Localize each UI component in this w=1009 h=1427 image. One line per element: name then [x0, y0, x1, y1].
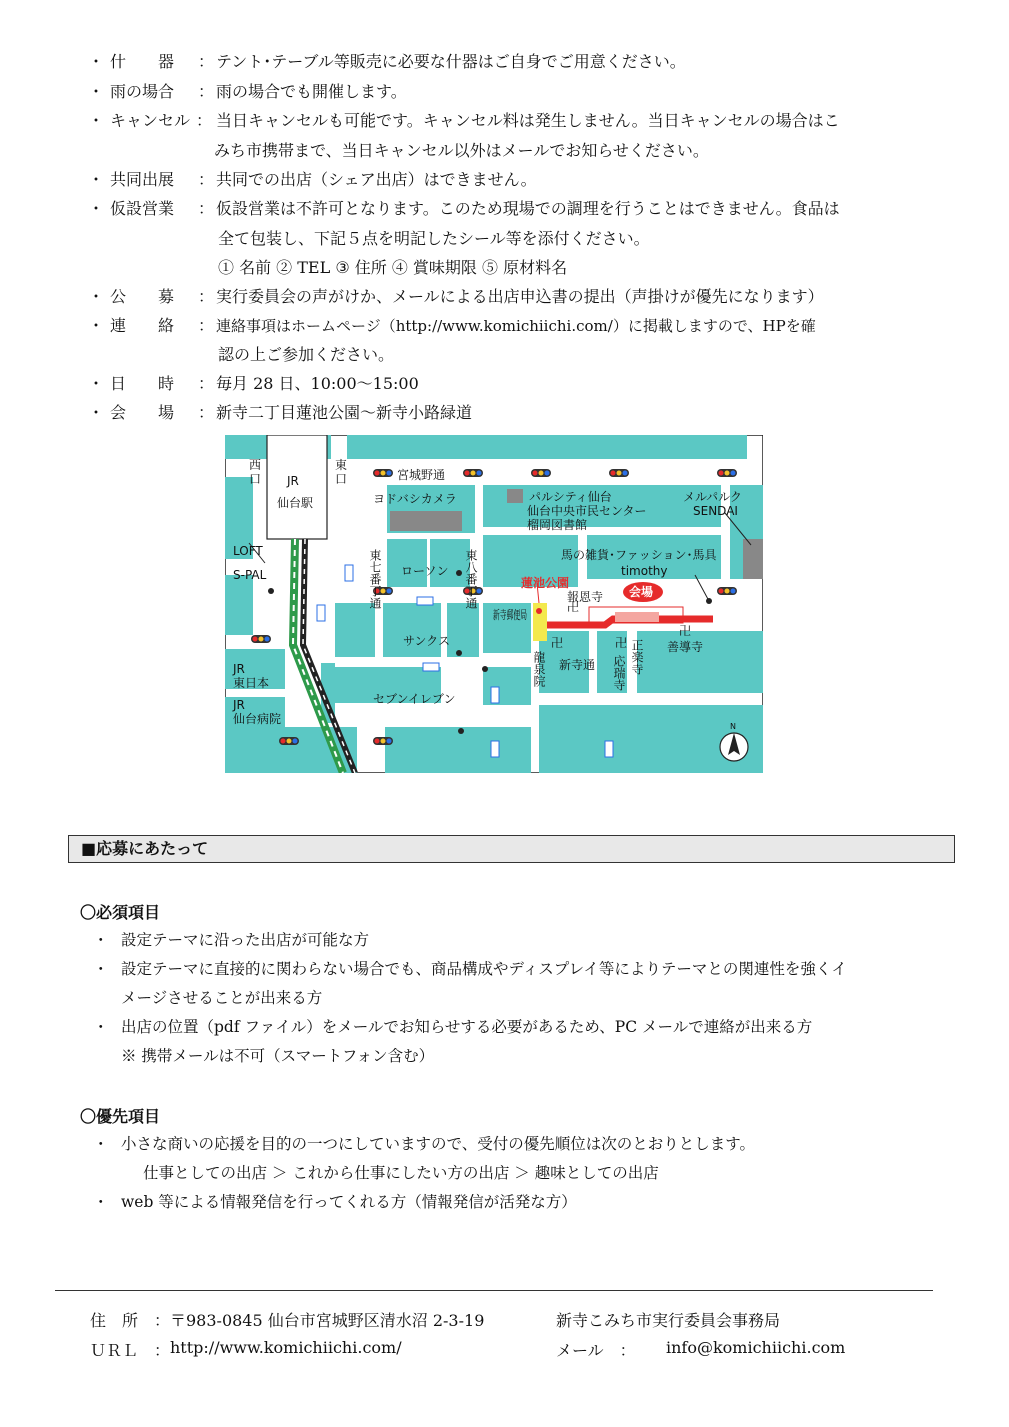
footer-mail-link[interactable]: info@komichiichi.com — [666, 1338, 846, 1357]
map-label-ryusenin: 龍泉院 — [532, 651, 546, 687]
footer-address: 〒983-0845 仙台市宮城野区清水沼 2-3-19 — [170, 1311, 485, 1330]
item-text: web 等による情報発信を行ってくれる方（情報発信が活発な方） — [121, 1193, 577, 1211]
map-label-miyagino: 宮城野通 — [397, 468, 446, 482]
map-label-nishiguchi-2: 口 — [249, 472, 262, 486]
map-label-loft: LOFT — [233, 544, 263, 558]
bullet: ・ — [88, 52, 105, 71]
map-label-horse: 馬の雑貨･ファッション･馬具 — [561, 548, 717, 562]
bullet: ・ — [93, 960, 109, 978]
colon: ： — [198, 374, 215, 393]
rule-label: 日 時 — [110, 374, 175, 393]
map-label-sendai-station: 仙台駅 — [277, 496, 314, 510]
map-label-houonji: 報恩寺 — [567, 590, 604, 604]
map-label-higashiguchi-2: 口 — [335, 472, 348, 486]
map-label-venue: 会場 — [629, 585, 654, 599]
colon: ： — [198, 316, 215, 335]
rule-value: 新寺二丁目蓮池公園～新寺小路緑道 — [216, 403, 473, 422]
yodobashi-building — [390, 511, 462, 531]
footer-mail-label: メール ： — [556, 1341, 636, 1360]
map-label-lawson: ローソン — [401, 564, 449, 578]
bullet: ・ — [88, 111, 105, 130]
map-label-seven-eleven: セブンイレブン — [373, 692, 456, 706]
svg-text:卍: 卍 — [615, 636, 628, 650]
colon: ： — [198, 52, 215, 71]
item-note: ※ 携帯メールは不可（スマートフォン含む） — [121, 1047, 435, 1065]
map-label-jr-hospital-1: JR — [233, 698, 245, 712]
rule-cancel-cont: みち市携帯まで、当日キャンセル以外はメールでお知らせください。 — [214, 141, 709, 160]
map-label-shindera-post: 新寺郵便局 — [493, 608, 554, 622]
map-label-yodobashi: ヨドバシカメラ — [373, 492, 457, 506]
rule-label: 連 絡 — [110, 316, 175, 335]
item-text-cont: メージさせることが出来る方 — [121, 989, 323, 1007]
bullet: ・ — [88, 374, 105, 393]
map-label-shindera-street: 新寺通 — [559, 658, 596, 672]
bullet: ・ — [88, 316, 105, 335]
rule-value: テント･テーブル等販売に必要な什器はご自身でご用意ください。 — [216, 52, 686, 71]
map-label-zendoji: 善導寺 — [667, 640, 704, 654]
bullet: ・ — [88, 287, 105, 306]
map-label-ozuiji: 応瑞寺 — [612, 655, 626, 691]
footer-url-label: ＵＲＬ ： — [90, 1341, 171, 1360]
item-text: 小さな商いの応援を目的の一つにしていますので、受付の優先順位は次のとおりとします。 — [121, 1135, 755, 1153]
map-label-sendai: SENDAI — [693, 504, 738, 518]
venue-map — [225, 435, 763, 773]
rule-label: キャンセル — [110, 111, 191, 130]
priority-title: 〇優先項目 — [80, 1107, 161, 1126]
colon: ： — [198, 287, 215, 306]
rule-temporary-items: ① 名前 ② TEL ③ 住所 ④ 賞味期限 ⑤ 原材料名 — [218, 258, 568, 277]
colon: ： — [198, 199, 215, 218]
map-label-higashi8: 東八番丁通 — [464, 549, 478, 609]
rule-value: 当日キャンセルも可能です。キャンセル料は発生しません。当日キャンセルの場合はこ — [216, 111, 840, 130]
footer-divider — [55, 1290, 933, 1291]
rule-value: 仮設営業は不許可となります。このため現場での調理を行うことはできません。食品は — [216, 199, 840, 218]
map-label-jr: JR — [287, 474, 299, 488]
map-label-jr-hospital-2: 仙台病院 — [233, 712, 282, 726]
item-text: 出店の位置（pdf ファイル）をメールでお知らせする必要があるため、PC メールで連絡が出来る方 — [121, 1018, 813, 1036]
map-label-library: 榴岡図書館 — [527, 518, 588, 532]
required-title: 〇必須項目 — [80, 903, 161, 922]
item-text: 設定テーマに沿った出店が可能な方 — [121, 931, 370, 949]
melparque-building — [743, 539, 763, 579]
bullet: ・ — [88, 170, 105, 189]
svg-text:卍: 卍 — [551, 636, 564, 650]
footer-url-link[interactable]: http://www.komichiichi.com/ — [170, 1338, 402, 1357]
bullet: ・ — [93, 1135, 109, 1153]
item-text: 設定テーマに直接的に関わらない場合でも、商品構成やディスプレイ等によりテーマとの関連性を強くイ — [121, 960, 847, 978]
north-arrow-icon — [720, 733, 748, 761]
map-label-timothy: timothy — [621, 564, 668, 578]
parco-building — [507, 489, 523, 503]
rule-value: 共同での出店（シェア出店）はできません。 — [216, 170, 537, 189]
rule-value: 連絡事項はホームページ（http://www.komichiichi.com/）に掲載しますので、HPを確 — [216, 317, 816, 335]
bullet: ・ — [88, 199, 105, 218]
rule-value: 雨の場合でも開催します。 — [216, 82, 407, 101]
bullet: ・ — [88, 403, 105, 422]
map-label-spal: S-PAL — [233, 568, 267, 582]
map-label-north: N — [730, 722, 736, 731]
map-label-jr-east-1: JR — [233, 662, 245, 676]
map-label-higashiguchi-1: 東 — [335, 458, 348, 472]
section-header: ■応募にあたって — [68, 835, 955, 863]
rule-value: 毎月 28 日、10:00～15:00 — [216, 374, 419, 393]
rule-contact-cont: 認の上ご参加ください。 — [218, 345, 395, 364]
rule-label: 雨の場合 — [110, 82, 175, 101]
colon: ： — [198, 170, 215, 189]
map-label-higashi7: 東七番丁通 — [368, 549, 382, 609]
bullet: ・ — [88, 82, 105, 101]
rule-label: 什 器 — [110, 52, 175, 71]
priority-order — [143, 1163, 659, 1183]
map-label-jr-east-2: 東日本 — [233, 676, 270, 690]
rule-label: 会 場 — [110, 403, 175, 422]
rule-label: 公 募 — [110, 287, 175, 306]
colon: ： — [198, 403, 215, 422]
colon: ： — [196, 111, 213, 130]
map-label-nishiguchi-1: 西 — [249, 458, 262, 472]
footer-address-label: 住 所 ： — [90, 1311, 171, 1330]
svg-text:卍: 卍 — [679, 624, 692, 638]
map-label-parco: パルシティ仙台 — [529, 490, 612, 504]
rule-value: 実行委員会の声がけか、メールによる出店申込書の提出（声掛けが優先になります） — [216, 287, 824, 306]
map-label-sunkus: サンクス — [403, 634, 451, 648]
svg-text:卍: 卍 — [567, 600, 580, 614]
map-label-melparque: メルパルク — [683, 490, 742, 504]
colon: ： — [198, 82, 215, 101]
rule-label: 仮設営業 — [110, 199, 175, 218]
map-label-hasuike: 蓮池公園 — [521, 576, 570, 590]
footer-organization: 新寺こみち市実行委員会事務局 — [556, 1311, 781, 1330]
map-label-shorakuji: 正楽寺 — [630, 639, 644, 675]
bullet: ・ — [93, 1193, 109, 1211]
rule-temporary-cont: 全て包装し、下記５点を明記したシール等を添付ください。 — [218, 229, 650, 248]
rule-label: 共同出展 — [110, 170, 175, 189]
bullet: ・ — [93, 931, 109, 949]
bullet: ・ — [93, 1018, 109, 1036]
priority-order-text: 仕事としての出店 ＞ これから仕事にしたい方の出店 ＞ 趣味としての出店 — [143, 1164, 659, 1182]
map-label-center: 仙台中央市民センター — [527, 504, 647, 518]
